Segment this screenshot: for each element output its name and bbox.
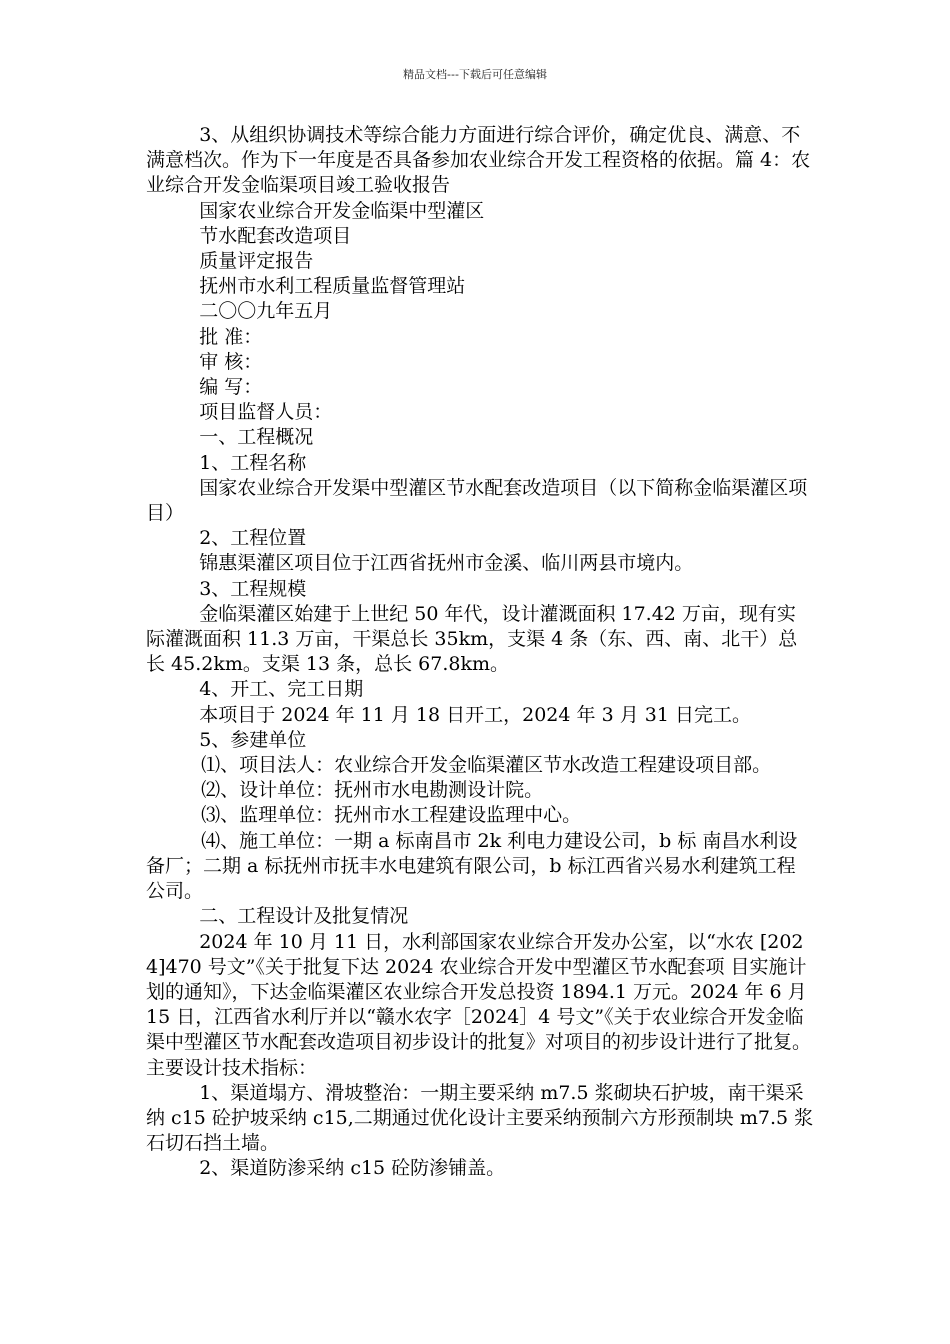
author-line: 编 写： <box>199 376 263 399</box>
document-body <box>146 123 814 1182</box>
issuing-org: 抚州市水利工程质量监督管理站 <box>199 275 466 298</box>
paragraph-designer: ⑵、设计单位：抚州市水电勘测设计院。 <box>201 779 544 802</box>
title-line-1: 国家农业综合开发金临渠中型灌区 <box>199 199 485 222</box>
title-line-2: 节水配套改造项目 <box>199 224 352 247</box>
paragraph-location: 锦惠渠灌区项目位于江西省抚州市金溪、临川两县市境内。 <box>199 552 694 575</box>
paragraph-indicator-2: 2、渠道防渗采纳 c15 砼防渗铺盖。 <box>199 1157 506 1180</box>
paragraph-owner: ⑴、项目法人：农业综合开发金临渠灌区节水改造工程建设项目部。 <box>201 754 772 777</box>
subheading-scale: 3、工程规模 <box>199 577 307 600</box>
paragraph-contractor: ⑷、施工单位：一期 a 标南昌市 2k 利电力建设公司，b 标 南昌水利设备厂；二期 a 标抚州市抚丰水电建筑有限公司，b 标江西省兴易水利建筑工程公司。 <box>146 829 798 903</box>
issue-date: 二〇〇九年五月 <box>199 300 333 323</box>
paragraph-dates: 本项目于 2024 年 11 月 18 日开工，2024 年 3 月 31 日完工。 <box>199 703 751 726</box>
paragraph-scale: 金临渠灌区始建于上世纪 50 年代，设计灌溉面积 17.42 万亩，现有实际灌溉面积 11.3 万亩，干渠总长 35km，支渠 4 条（东、西、南、北干）总长 45.2km。支渠 13 条，总长 67.8km。 <box>146 602 798 676</box>
paragraph-approval: 2024 年 10 月 11 日，水利部国家农业综合开发办公室，以“水农 [2024]470 号文”《关于批复下达 2024 农业综合开发中型灌区节水配套项 目实施计划的通知》，下达金临渠灌区农业综合开发总投资 1894.1 万元。2024 年 6 月 15 日，江西省水利厅并以“赣水农字［2024］4 号文”《关于农业综合开发金临渠中型灌区节水配套改造项目初步设计的批复》对项目的初步设计进行了批复。 主要设计技术指标： <box>146 930 812 1079</box>
title-line-3: 质量评定报告 <box>199 250 314 273</box>
approver-line: 批 准： <box>199 325 263 348</box>
paragraph-evaluation: 3、从组织协调技术等综合能力方面进行综合评价，确定优良、满意、不满意档次。作为下一年度是否具备参加农业综合开发工程资格的依据。篇 4：农业综合开发金临渠项目竣工验收报告 <box>146 124 811 197</box>
paragraph-project-name: 国家农业综合开发渠中型灌区节水配套改造项目（以下简称金临渠灌区项目） <box>146 476 808 525</box>
supervisors-line: 项目监督人员： <box>199 401 333 424</box>
subheading-participants: 5、参建单位 <box>199 728 307 751</box>
paragraph-supervisor: ⑶、监理单位：抚州市水工程建设监理中心。 <box>201 804 582 827</box>
subheading-name: 1、工程名称 <box>199 451 307 474</box>
subheading-dates: 4、开工、完工日期 <box>199 678 364 701</box>
section-heading-design: 二、工程设计及批复情况 <box>199 905 409 928</box>
subheading-location: 2、工程位置 <box>199 527 307 550</box>
page-header: 精品文档---下载后可任意编辑 <box>403 68 547 81</box>
paragraph-indicator-1: 1、渠道塌方、滑坡整治：一期主要采纳 m7.5 浆砌块石护坡，南干渠采纳 c15 砼护坡采纳 c15,二期通过优化设计主要采纳预制六方形预制块 m7.5 浆石切石挡土墙。 <box>146 1081 814 1155</box>
reviewer-line: 审 核： <box>199 350 263 373</box>
section-heading-overview: 一、工程概况 <box>199 426 314 449</box>
